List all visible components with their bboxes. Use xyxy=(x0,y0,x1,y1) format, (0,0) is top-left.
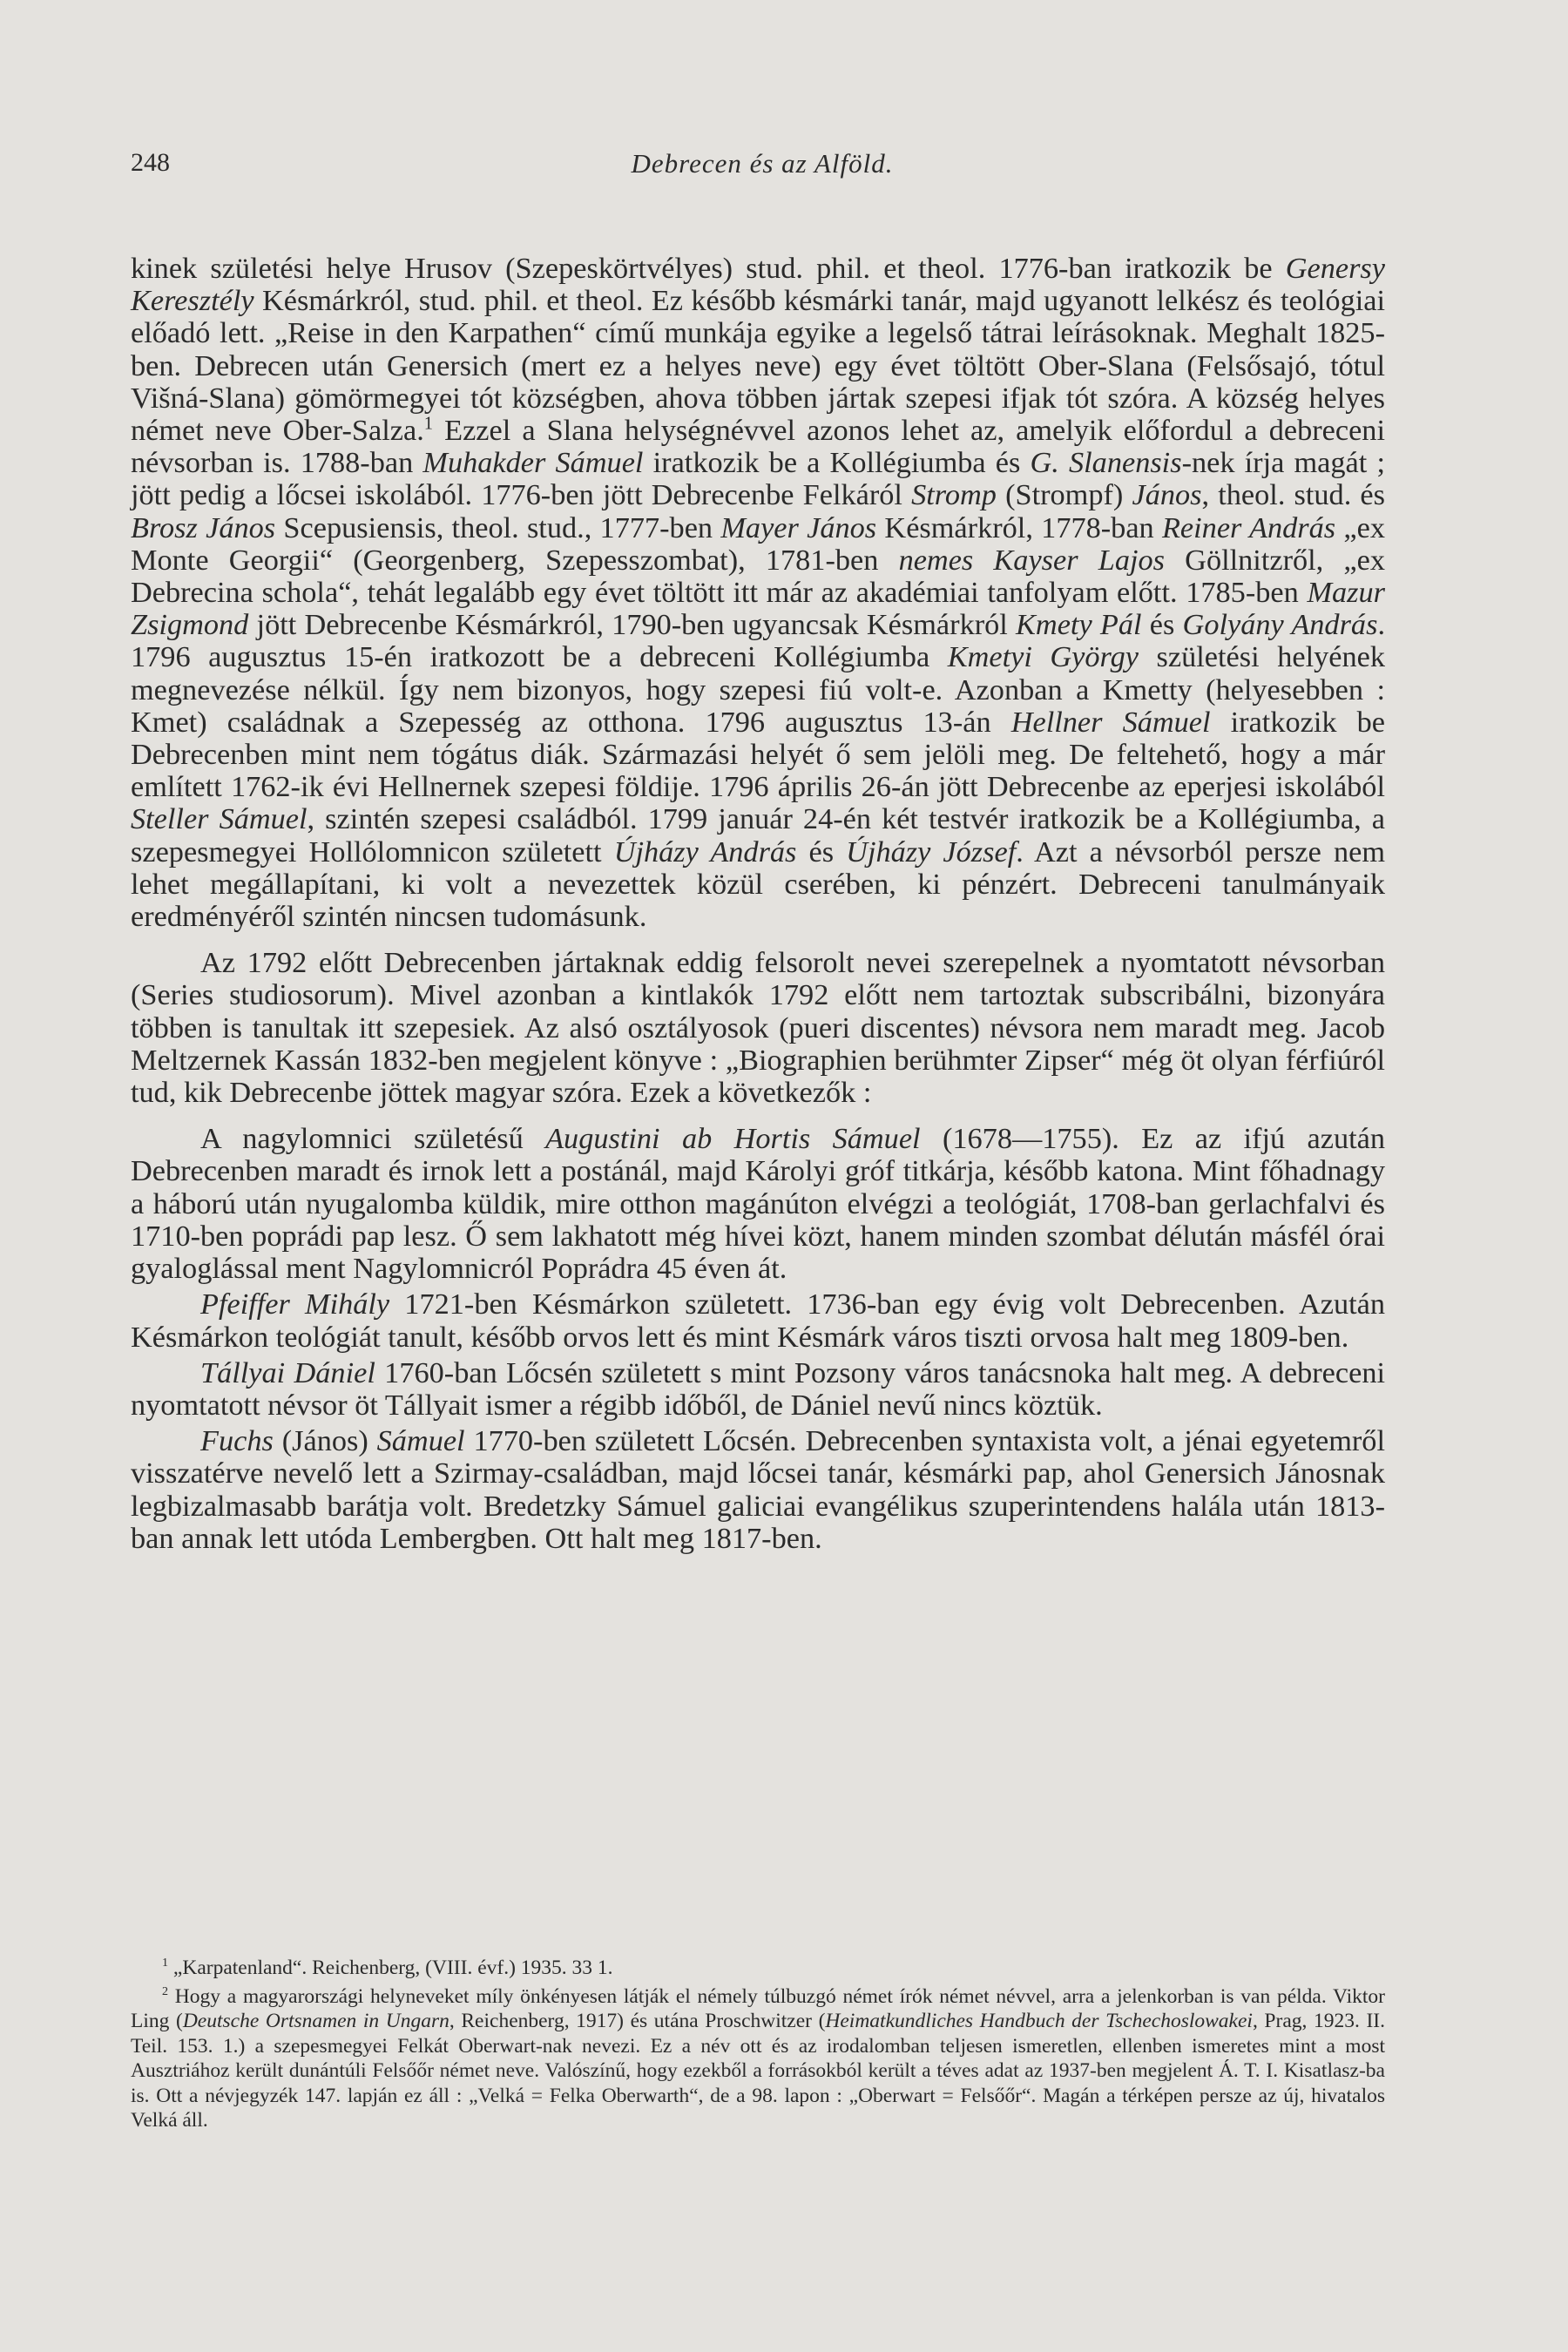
text-run: , Reichenberg, 1917) és utána Proschwitzer ( xyxy=(449,2010,826,2032)
footnote-2 xyxy=(131,1984,1385,2133)
text-run: , Prag, 1923. II. Teil. 153. 1.) a szepesmegyei Felkát Oberwart-nak nevezi. Ez a név ott és az irodalomban teljesen ismeretlen, ellenben ismeretes mint a most Ausztriához került dunántúli Felsőőr német neve. Valószínű, hogy ezekből a forrásokból került a téves adat az 1937-ben megjelent Á. T. I. Kisatlasz-ba is. Ott a névjegyzék 147. lapján ez áll : „Velká = Felka Oberwarth“, de a 98. lapon : „Oberwart = Felsőőr“. Magán a térképen persze az új, hivatalos Velká áll. xyxy=(131,2010,1385,2132)
text-run: kinek születési helye Hrusov (Szepeskörtvélyes) stud. phil. et theol. 1776-ban iratkozik be xyxy=(131,252,1286,285)
paragraph-6 xyxy=(131,1425,1385,1555)
person-name: Genersy Keresztély xyxy=(131,252,1385,318)
person-name: nemes Kayser Lajos xyxy=(898,543,1166,577)
text-run: , theol. stud. és xyxy=(1201,478,1385,512)
body-text xyxy=(131,253,1385,1555)
text-run: és xyxy=(1141,608,1183,642)
page-header xyxy=(131,148,1394,192)
paragraph-5 xyxy=(131,1357,1385,1422)
footnote-mark: 1 xyxy=(162,1956,169,1970)
text-run: 1721-ben Késmárkon született. 1736-ban egy évig volt Debrecenben. Azután Késmárkon teológiát tanult, később orvos lett és mint Késmárk város tiszti orvosa halt meg 1809-ben. xyxy=(131,1288,1386,1354)
text-run: születési helyének megnevezése nélkül. Így nem bizonyos, hogy szepesi fiú volt-e. Azonban a Kmetty (helyesebben : Kmet) családnak a Szepesség az otthona. 1796 augusztus 13-án xyxy=(131,640,1385,739)
text-run: és xyxy=(796,835,847,868)
footnotes xyxy=(131,1956,1385,2137)
text-run: Az 1792 előtt Debrecenben jártaknak eddig felsorolt nevei szerepelnek a nyomtatott névsorban (Series studiosorum). Mivel azonban a kintlakók 1792 előtt nem tartoztak subscribálni, bizonyára többen is tanultak itt szepesiek. Az alsó osztályosok (pueri discentes) névsora nem maradt meg. Jacob Meltzernek Kassán 1832-ben megjelent könyve : „Biographien berühmter Zipser“ még öt olyan férfiúról tud, kik Debrecenbe jöttek magyar szóra. Ezek a következők : xyxy=(131,946,1385,1110)
person-name: János xyxy=(1132,478,1202,512)
person-name: Hellner Sámuel xyxy=(1010,705,1211,739)
paragraph-3 xyxy=(131,1123,1385,1285)
text-run: iratkozik be Debrecenben mint nem tógátus diák. Származási helyét ő sem jelöli meg. De feltehető, hogy a már említett 1762-ik évi Hellnernek szepesi földije. 1796 április 26-án jött Debrecenbe az eperjesi iskolából xyxy=(131,705,1385,804)
text-run: , szintén szepesi családból. 1799 január 24-én két testvér iratkozik be a Kollégiumba, a szepesmegyei Hollólomnicon született xyxy=(131,802,1385,868)
person-name: Fuchs xyxy=(200,1424,274,1458)
text-run: Hogy a magyarországi helyneveket míly önkényesen látják el némely túlbuzgó német írók német névvel, arra a jelenkorban is van példa. Viktor Ling ( xyxy=(131,1984,1385,2032)
person-name: Brosz János xyxy=(131,510,276,544)
book-title: Deutsche Ortsnamen in Ungarn xyxy=(182,2010,449,2032)
text-run: A nagylomnici születésű xyxy=(200,1122,546,1156)
footnote-ref: 1 xyxy=(423,414,434,434)
text-run: „ex Monte Georgii“ (Georgenberg, Szepesszombat), 1781-ben xyxy=(131,510,1385,577)
person-name: Tállyai Dániel xyxy=(200,1355,375,1389)
text-run: Késmárkról, 1778-ban xyxy=(876,510,1162,544)
person-name: Kmetyi György xyxy=(947,640,1139,674)
person-name: G. Slanensis xyxy=(1030,446,1182,480)
person-name: Újházy József xyxy=(846,835,1017,868)
running-title: Debrecen és az Alföld. xyxy=(631,148,894,179)
text-run: (János) xyxy=(273,1424,377,1458)
text-run: 1760-ban Lőcsén született s mint Pozsony város tanácsnoka halt meg. A debreceni nyomtatott névsor öt Tállyait ismer a régibb időből, de Dániel nevű nincs köztük. xyxy=(131,1355,1385,1422)
text-run: 1770-ben született Lőcsén. Debrecenben syntaxista volt, a jénai egyetemről visszatérve nevelő lett a Szirmay-családban, majd lőcsei tanár, késmárki pap, ahol Genersich Jánosnak legbizalmasabb barátja volt. Bredetzky Sámuel galiciai evangélikus szuperintendens halála után 1813-ban annak lett utóda Lembergben. Ott halt meg 1817-ben. xyxy=(131,1424,1385,1555)
paragraph-2 xyxy=(131,947,1385,1109)
person-name: Stromp xyxy=(911,478,997,512)
paragraph-1 xyxy=(131,253,1385,933)
person-name: Steller Sámuel xyxy=(131,802,308,836)
paragraph-4 xyxy=(131,1288,1385,1353)
text-run: (1678—1755). Ez az ifjú azután Debrecenben maradt és irnok lett a postánál, majd Károlyi gróf titkárja, később katona. Mint főhadnagy a háború után nyugalomba küldik, mire otthon magánúton elvégzi a teológiát, 1708-ban gerlachfalvi és 1710-ben poprádi pap lesz. Ő sem lakhatott még hívei közt, hanem minden szombat délután másfél órai gyaloglással ment Nagylomnicról Poprádra 45 éven át. xyxy=(131,1122,1386,1286)
text-run: iratkozik be a Kollégiumba és xyxy=(643,446,1031,480)
person-name: Muhakder Sámuel xyxy=(422,446,644,480)
person-name: Pfeiffer Mihály xyxy=(200,1288,390,1321)
text-run: (Strompf) xyxy=(996,478,1132,512)
text-run: jött Debrecenbe Késmárkról, 1790-ben ugyancsak Késmárkról xyxy=(248,608,1017,642)
text-run: -nek írja magát ; jött pedig a lőcsei iskolából. 1776-ben jött Debrecenbe Felkáról xyxy=(131,446,1385,512)
page-number: 248 xyxy=(131,148,170,177)
text-run: . 1796 augusztus 15-én iratkozott be a debreceni Kollégiumba xyxy=(131,608,1386,674)
person-name: Augustini ab Hortis Sámuel xyxy=(545,1122,921,1156)
person-name: Mazur Zsigmond xyxy=(131,576,1385,642)
person-name: Kmety Pál xyxy=(1016,608,1142,642)
text-run: . Azt a névsorból persze nem lehet megállapítani, ki volt a nevezettek közül cserében, ki pénzért. Debreceni tanulmányaik eredményéről szintén nincsen tudomásunk. xyxy=(131,835,1386,934)
book-title: Heimatkundliches Handbuch der Tschechoslowakei xyxy=(825,2010,1253,2032)
text-run: Göllnitzről, „ex Debrecina schola“, tehát legalább egy évet töltött itt már az akadémiai tanfolyam előtt. 1785-ben xyxy=(131,543,1386,610)
footnote-mark: 2 xyxy=(162,1984,169,1998)
person-name: Sámuel xyxy=(376,1424,465,1458)
person-name: Mayer János xyxy=(720,510,877,544)
text-run: „Karpatenland“. Reichenberg, (VIII. évf.) 1935. 33 1. xyxy=(168,1957,613,1979)
text-run: Scepusiensis, theol. stud., 1777-ben xyxy=(275,510,721,544)
person-name: Újházy András xyxy=(613,835,797,868)
person-name: Reiner András xyxy=(1161,510,1336,544)
person-name: Golyány András xyxy=(1182,608,1378,642)
footnote-1 xyxy=(131,1956,1385,1981)
text-run: Késmárkról, stud. phil. et theol. Ez később késmárki tanár, majd ugyanott lelkész és teológiai előadó lett. „Reise in den Karpathen“ című munkája egyike a legelső tátrai leírásoknak. Meghalt 1825-ben. Debrecen után Genersich (mert ez a helyes neve) egy évet töltött Ober-Slana (Felsősajó, tótul Višná-Slana) gömörmegyei tót községben, ahova többen jártak szepesi ifjak tót szóra. A község helyes német neve Ober-Salza. xyxy=(131,284,1385,448)
text-run: Ezzel a Slana helységnévvel azonos lehet az, amelyik előfordul a debreceni névsorban is. 1788-ban xyxy=(131,414,1385,480)
